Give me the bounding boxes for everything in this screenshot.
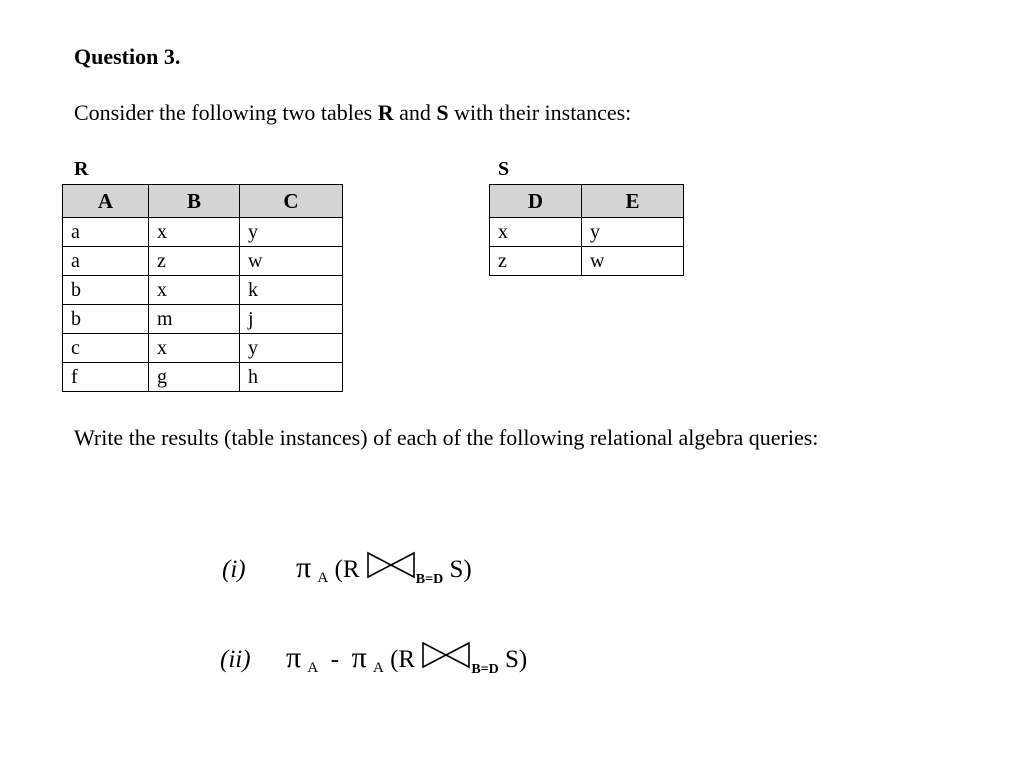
intro-text-3: with their instances: bbox=[448, 100, 632, 125]
relation-close: S) bbox=[449, 556, 472, 583]
projection-symbol: π bbox=[286, 641, 302, 674]
natural-join-icon bbox=[366, 551, 416, 579]
projection-attribute: A bbox=[317, 570, 329, 586]
intro-text-1: Consider the following two tables bbox=[74, 100, 378, 125]
table-r-cell: x bbox=[149, 334, 240, 363]
instruction-text: Write the results (table instances) of each of the following relational algebra queries: bbox=[74, 425, 819, 450]
table-r-cell: j bbox=[240, 305, 343, 334]
table-s-header-row bbox=[490, 185, 684, 218]
table-r-row bbox=[63, 276, 343, 305]
table-r-cell: c bbox=[63, 334, 149, 363]
table-r-label: R bbox=[74, 158, 89, 180]
query-1 bbox=[222, 551, 472, 588]
table-r-header-cell: A bbox=[63, 185, 149, 218]
table-r-row bbox=[63, 218, 343, 247]
table-r-cell: a bbox=[63, 247, 149, 276]
table-s bbox=[489, 184, 684, 276]
table-s-header-cell: E bbox=[582, 185, 684, 218]
table-r-cell: z bbox=[149, 247, 240, 276]
table-r-cell: x bbox=[149, 218, 240, 247]
intro-text-2: and bbox=[393, 100, 437, 125]
table-r-cell: y bbox=[240, 334, 343, 363]
join-condition: B=D bbox=[471, 662, 499, 677]
table-s-cell: z bbox=[490, 247, 582, 276]
table-s-cell: y bbox=[582, 218, 684, 247]
table-r bbox=[62, 184, 343, 392]
query-number: (ii) bbox=[220, 646, 251, 673]
query-number: (i) bbox=[222, 556, 246, 583]
projection-attribute: A bbox=[372, 660, 384, 676]
table-s-cell: w bbox=[582, 247, 684, 276]
relation-close: S) bbox=[505, 646, 528, 673]
question-intro bbox=[74, 100, 631, 126]
projection-attribute: A bbox=[307, 660, 319, 676]
difference-operator: - bbox=[330, 646, 340, 673]
intro-table-s: S bbox=[436, 100, 449, 125]
query-2 bbox=[220, 641, 527, 678]
question-title: Question 3. bbox=[74, 44, 181, 69]
table-s-row bbox=[490, 218, 684, 247]
relation-open: (R bbox=[390, 646, 416, 673]
table-r-cell: b bbox=[63, 276, 149, 305]
table-r-cell: k bbox=[240, 276, 343, 305]
table-r-cell: b bbox=[63, 305, 149, 334]
table-s-label: S bbox=[498, 158, 510, 180]
join-condition: B=D bbox=[415, 572, 444, 587]
table-r-cell: m bbox=[149, 305, 240, 334]
intro-table-r: R bbox=[377, 100, 394, 125]
table-r-cell: f bbox=[63, 363, 149, 392]
table-r-row bbox=[63, 305, 343, 334]
table-r-cell: g bbox=[149, 363, 240, 392]
table-r-cell: w bbox=[240, 247, 343, 276]
table-s-row bbox=[490, 247, 684, 276]
projection-symbol: π bbox=[296, 551, 312, 584]
table-s-header-cell: D bbox=[490, 185, 582, 218]
table-r-row bbox=[63, 247, 343, 276]
table-s-cell: x bbox=[490, 218, 582, 247]
table-r-cell: y bbox=[240, 218, 343, 247]
table-r-cell: a bbox=[63, 218, 149, 247]
table-r-header-row bbox=[63, 185, 343, 218]
table-r-header-cell: C bbox=[240, 185, 343, 218]
relation-open: (R bbox=[334, 556, 360, 583]
table-r-row bbox=[63, 334, 343, 363]
table-r-header-cell: B bbox=[149, 185, 240, 218]
table-r-row bbox=[63, 363, 343, 392]
natural-join-icon bbox=[421, 641, 471, 669]
projection-symbol: π bbox=[351, 641, 367, 674]
table-r-cell: x bbox=[149, 276, 240, 305]
table-r-cell: h bbox=[240, 363, 343, 392]
